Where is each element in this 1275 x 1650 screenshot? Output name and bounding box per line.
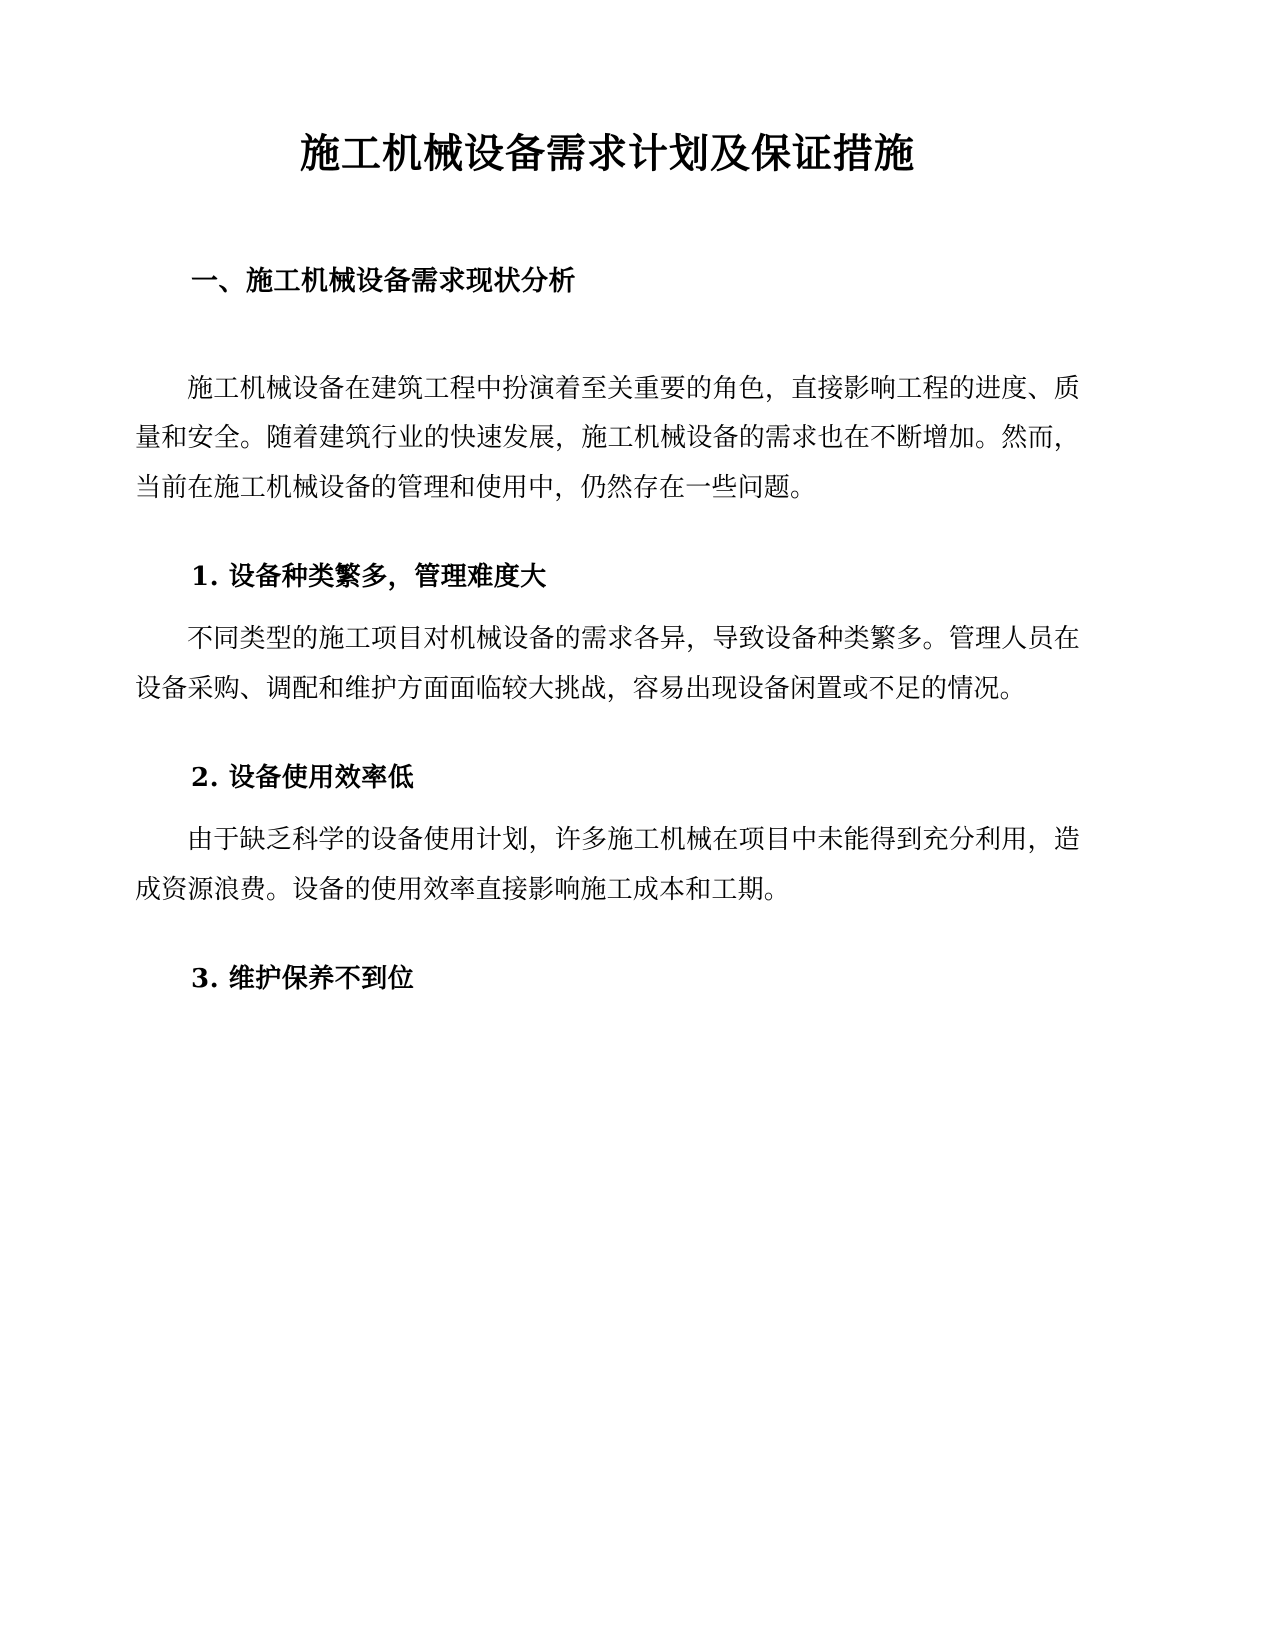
sub-heading-1 <box>135 558 1080 597</box>
spacer <box>135 514 1080 558</box>
spacer <box>135 715 1080 759</box>
spacer <box>135 916 1080 960</box>
spacer <box>135 597 1080 615</box>
sub-heading-3 <box>135 960 1080 999</box>
section-intro-paragraph: 施工机械设备在建筑工程中扮演着至关重要的角色，直接影响工程的进度、质量和安全。随着建筑行业的快速发展，施工机械设备的需求也在不断增加。然而，当前在施工机械设备的管理和使用中，仍然存在一些问题。 <box>135 373 1080 504</box>
section-heading-1: 一、施工机械设备需求现状分析 <box>191 266 576 297</box>
sub-heading-2 <box>135 759 1080 798</box>
sub-heading-3-label: 维护保养不到位 <box>228 963 415 994</box>
sub-heading-2-label: 设备使用效率低 <box>228 763 415 794</box>
sub-paragraph-2: 由于缺乏科学的设备使用计划，许多施工机械在项目中未能得到充分利用，造成资源浪费。设备的使用效率直接影响施工成本和工期。 <box>135 825 1080 905</box>
sub-heading-1-label: 设备种类繁多，管理难度大 <box>228 562 547 593</box>
document-content <box>135 0 1080 999</box>
sub-heading-1-number: 1. <box>191 562 220 593</box>
sub-heading-2-number: 2. <box>191 763 220 794</box>
sub-heading-3-number: 3. <box>191 963 220 994</box>
spacer <box>135 798 1080 816</box>
sub-paragraph-1: 不同类型的施工项目对机械设备的需求各异，导致设备种类繁多。管理人员在设备采购、调配和维护方面面临较大挑战，容易出现设备闲置或不足的情况。 <box>135 624 1080 705</box>
spacer <box>135 303 1080 365</box>
page-title: 施工机械设备需求计划及保证措施 <box>300 131 915 177</box>
